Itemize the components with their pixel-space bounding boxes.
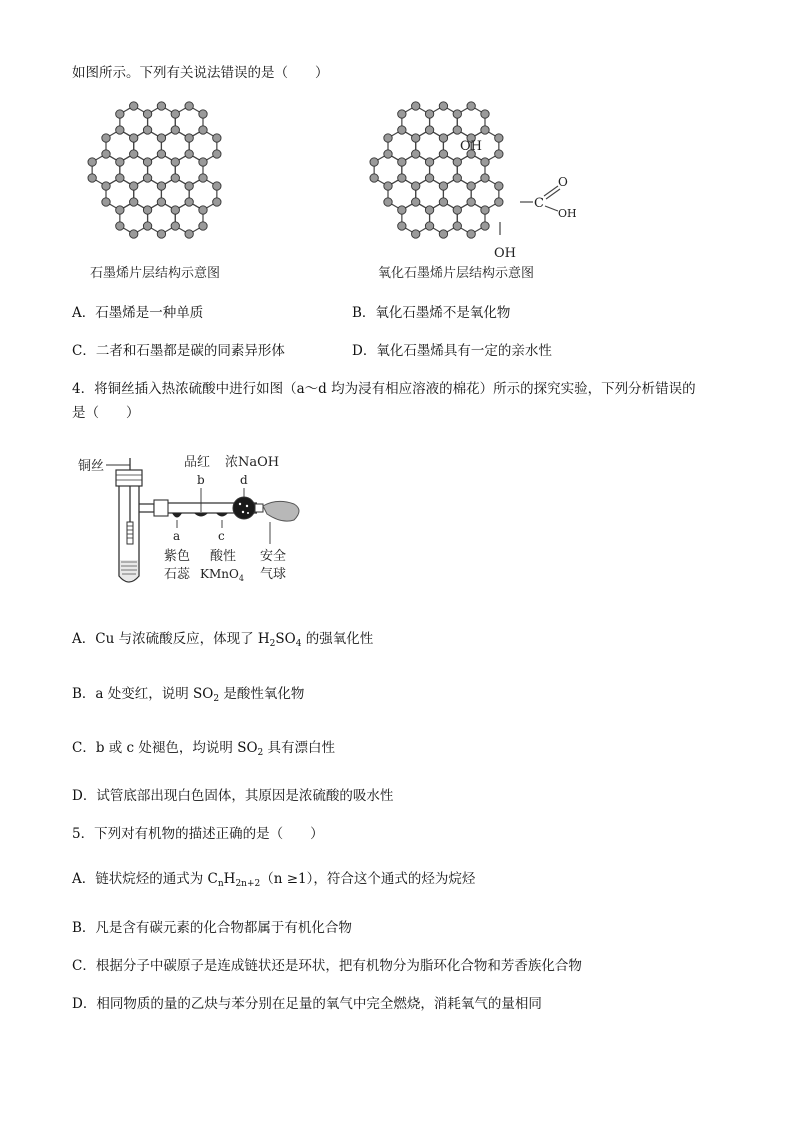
lattice-atom: [412, 150, 420, 158]
lattice-atom: [467, 182, 475, 190]
lattice-atom: [213, 198, 221, 206]
lattice-atom: [495, 182, 503, 190]
lattice-atom: [213, 182, 221, 190]
lattice-atom: [453, 174, 461, 182]
lattice-atom: [171, 110, 179, 118]
lattice-atom: [439, 198, 447, 206]
lattice-atom: [439, 102, 447, 110]
litmus-label-1: 紫色: [164, 549, 191, 564]
lattice-atom: [116, 222, 124, 230]
kmno4-label: KMnO$_4$: [200, 567, 244, 583]
lattice-atom: [185, 198, 193, 206]
lattice-atom: [199, 158, 207, 166]
lattice-atom: [199, 206, 207, 214]
lattice-atom: [425, 222, 433, 230]
q5-option-d: D．相同物质的量的乙炔与苯分别在足量的氧气中完全燃烧，消耗氧气的量相同: [72, 996, 542, 1012]
q5-option-a: A．链状烷烃的通式为 $C_nH_{2n+2}(n \ge 1)$，符合这个通式的烃为烷烃: [72, 871, 476, 889]
copper-wire-label: 铜丝: [78, 459, 105, 474]
lattice-atom: [116, 126, 124, 134]
lattice-atom: [102, 150, 110, 158]
lattice-atom: [171, 126, 179, 134]
balloon-label-2: 气球: [260, 567, 287, 582]
lattice-atom: [157, 134, 165, 142]
lattice-atom: [412, 198, 420, 206]
lattice-atom: [412, 182, 420, 190]
lattice-atom: [453, 206, 461, 214]
graphene-oxide-caption: 氧化石墨烯片层结构示意图: [378, 266, 535, 281]
lattice-atom: [398, 222, 406, 230]
lattice-atom: [130, 134, 138, 142]
lattice-atom: [481, 110, 489, 118]
lattice-atom: [116, 206, 124, 214]
lattice-atom: [439, 150, 447, 158]
a-label: a: [173, 529, 181, 543]
q3-option-c: C．二者和石墨都是碳的同素异形体: [72, 343, 285, 359]
lattice-atom: [495, 134, 503, 142]
lattice-atom: [130, 230, 138, 238]
lattice-atom: [130, 198, 138, 206]
d-label: d: [240, 473, 248, 487]
q4-option-c: C．b 或 c 处褪色，均说明 $SO_2$ 具有漂白性: [72, 740, 336, 758]
lattice-atom: [453, 110, 461, 118]
lattice-atom: [495, 150, 503, 158]
q4-stem-line2: 是（ ）: [72, 405, 140, 421]
lattice-atom: [102, 182, 110, 190]
lattice-atom: [439, 182, 447, 190]
lattice-atom: [157, 198, 165, 206]
lattice-atom: [116, 110, 124, 118]
litmus-label-2: 石蕊: [164, 567, 191, 582]
lattice-atom: [398, 174, 406, 182]
lattice-atom: [481, 174, 489, 182]
lattice-atom: [143, 158, 151, 166]
lattice-atom: [481, 222, 489, 230]
lattice-atom: [398, 126, 406, 134]
q4-option-d: D．试管底部出现白色固体，其原因是浓硫酸的吸水性: [72, 788, 394, 804]
lattice-atom: [143, 206, 151, 214]
graphene-oxide-figure: [360, 100, 600, 265]
lattice-atom: [199, 110, 207, 118]
pinhong-label: 品红: [184, 455, 211, 470]
lattice-atom: [171, 174, 179, 182]
q5-stem: 5．下列对有机物的描述正确的是（ ）: [72, 826, 324, 842]
q3-option-b: B．氧化石墨烯不是氧化物: [352, 305, 511, 321]
lattice-atom: [88, 158, 96, 166]
lattice-atom: [143, 222, 151, 230]
lattice-atom: [412, 134, 420, 142]
lattice-atom: [425, 158, 433, 166]
graphene-lattice: [88, 102, 221, 238]
lattice-atom: [398, 110, 406, 118]
lattice-atom: [398, 206, 406, 214]
lattice-atom: [467, 102, 475, 110]
lattice-atom: [495, 198, 503, 206]
lattice-atom: [157, 182, 165, 190]
lattice-atom: [453, 158, 461, 166]
lattice-atom: [412, 230, 420, 238]
lattice-atom: [467, 230, 475, 238]
carboxyl-oh-label: OH: [558, 207, 577, 220]
carboxyl-o-label: O: [558, 175, 568, 189]
lattice-atom: [425, 174, 433, 182]
graphene-figure: [78, 100, 278, 260]
naoh-label: 浓NaOH: [225, 455, 280, 470]
lattice-atom: [412, 102, 420, 110]
lattice-atom: [130, 182, 138, 190]
lattice-atom: [425, 110, 433, 118]
q3-option-a: A．石墨烯是一种单质: [72, 305, 204, 321]
acidic-label: 酸性: [210, 549, 237, 564]
b-label: b: [197, 473, 205, 487]
c-label: c: [218, 529, 225, 543]
lattice-atom: [185, 102, 193, 110]
lattice-atom: [370, 158, 378, 166]
lattice-atom: [384, 198, 392, 206]
lattice-atom: [453, 126, 461, 134]
lattice-atom: [116, 158, 124, 166]
lattice-atom: [102, 198, 110, 206]
q5-option-c: C．根据分子中碳原子是连成链状还是环状，把有机物分为脂环化合物和芳香族化合物: [72, 958, 582, 974]
graphene-oxide-lattice: [370, 102, 503, 238]
lattice-atom: [398, 158, 406, 166]
lattice-atom: [425, 126, 433, 134]
lattice-atom: [185, 182, 193, 190]
lattice-atom: [481, 158, 489, 166]
graphene-caption: 石墨烯片层结构示意图: [90, 266, 221, 281]
lattice-atom: [439, 134, 447, 142]
lattice-atom: [384, 134, 392, 142]
balloon-label-1: 安全: [260, 549, 287, 564]
lattice-atom: [425, 206, 433, 214]
lattice-atom: [213, 150, 221, 158]
lattice-atom: [439, 230, 447, 238]
lattice-atom: [88, 174, 96, 182]
lattice-atom: [102, 134, 110, 142]
lattice-atom: [481, 206, 489, 214]
lattice-atom: [185, 230, 193, 238]
oh-label-bottom: OH: [494, 246, 516, 261]
lattice-atom: [370, 174, 378, 182]
q4-option-b: B．a 处变红，说明 $SO_2$ 是酸性氧化物: [72, 686, 305, 704]
lattice-atom: [199, 222, 207, 230]
q4-stem-line1: 4．将铜丝插入热浓硫酸中进行如图（a～d 均为浸有相应溶液的棉花）所示的探究实验，下列分析错误的: [72, 381, 696, 397]
lattice-atom: [116, 174, 124, 182]
q4-option-a: A．Cu 与浓硫酸反应，体现了 $H_2SO_4$ 的强氧化性: [72, 631, 374, 649]
lattice-atom: [384, 150, 392, 158]
lattice-atom: [157, 150, 165, 158]
apparatus-figure: [72, 448, 312, 593]
carboxyl-c-label: C: [534, 196, 544, 211]
lattice-atom: [143, 174, 151, 182]
lattice-atom: [130, 102, 138, 110]
oh-label-top: OH: [460, 139, 482, 154]
lattice-atom: [185, 134, 193, 142]
lattice-atom: [453, 222, 461, 230]
lattice-atom: [199, 174, 207, 182]
q3-option-d: D．氧化石墨烯具有一定的亲水性: [352, 343, 552, 359]
lattice-atom: [171, 206, 179, 214]
q5-option-b: B．凡是含有碳元素的化合物都属于有机化合物: [72, 920, 352, 936]
lattice-atom: [467, 198, 475, 206]
lattice-atom: [199, 126, 207, 134]
lattice-atom: [130, 150, 138, 158]
lattice-atom: [143, 126, 151, 134]
lattice-atom: [157, 230, 165, 238]
q3-stem: 如图所示。下列有关说法错误的是（ ）: [72, 65, 329, 81]
lattice-atom: [185, 150, 193, 158]
lattice-atom: [171, 158, 179, 166]
lattice-atom: [481, 126, 489, 134]
lattice-atom: [384, 182, 392, 190]
lattice-atom: [143, 110, 151, 118]
lattice-atom: [157, 102, 165, 110]
lattice-atom: [213, 134, 221, 142]
lattice-atom: [171, 222, 179, 230]
